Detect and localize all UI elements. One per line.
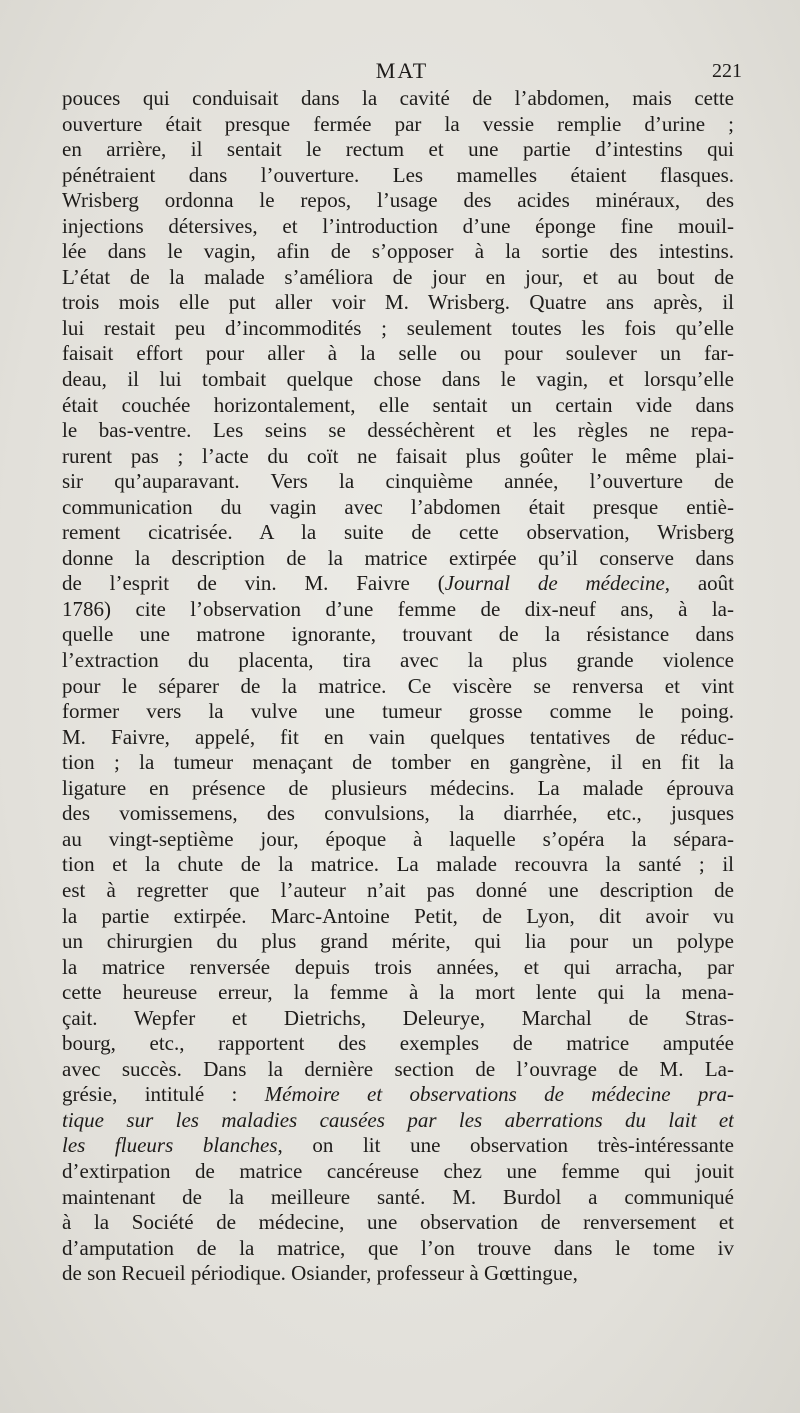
text-line: M. Faivre, appelé, fit en vain quelques tentatives de réduc-	[62, 724, 734, 749]
text-line: tion ; la tumeur menaçant de tomber en gangrène, il en fit la	[62, 750, 734, 775]
text-line: lui restait peu d’incommodités ; seulement toutes les fois qu’elle	[62, 315, 734, 340]
text-line: former vers la vulve une tumeur grosse comme le poing.	[62, 699, 734, 724]
text-line: communication du vagin avec l’abdomen était presque entiè-	[62, 494, 734, 519]
text-line: le bas-ventre. Les seins se desséchèrent et les règles ne repa-	[62, 418, 734, 443]
body-text	[62, 86, 734, 1287]
text-line: ligature en présence de plusieurs médecins. La malade éprouva	[62, 775, 734, 800]
text-line: trois mois elle put aller voir M. Wrisberg. Quatre ans après, il	[62, 290, 734, 315]
italic-title: tique sur les maladies causées par les aberrations du lait et	[62, 1107, 734, 1132]
text-line: lée dans le vagin, afin de s’opposer à la sortie des intestins.	[62, 239, 734, 264]
text-line: en arrière, il sentait le rectum et une partie d’intestins qui	[62, 137, 734, 162]
text-line: 1786) cite l’observation d’une femme de dix-neuf ans, à la-	[62, 596, 734, 621]
text-line: des vomissemens, des convulsions, la diarrhée, etc., jusques	[62, 801, 734, 826]
text-line: les flueurs blanches, on lit une observation très-intéressante	[62, 1133, 734, 1158]
text-line: maintenant de la meilleure santé. M. Burdol a communiqué	[62, 1184, 734, 1209]
text-line: ouverture était presque fermée par la vessie remplie d’urine ;	[62, 111, 734, 136]
text-line: grésie, intitulé : Mémoire et observations de médecine pra-	[62, 1082, 734, 1107]
text-line: de son Recueil périodique. Osiander, professeur à Gœttingue,	[62, 1261, 578, 1286]
text-line: rurent pas ; l’acte du coït ne faisait plus goûter le même plai-	[62, 443, 734, 468]
text-line: la matrice renversée depuis trois années, et qui arracha, par	[62, 954, 734, 979]
italic-title: Journal de médecine	[444, 571, 665, 596]
text-line: tion et la chute de la matrice. La malade recouvra la santé ; il	[62, 852, 734, 877]
text-line: bourg, etc., rapportent des exemples de matrice amputée	[62, 1031, 734, 1056]
text-line: Wrisberg ordonna le repos, l’usage des acides minéraux, des	[62, 188, 734, 213]
text-line: sir qu’auparavant. Vers la cinquième année, l’ouverture de	[62, 469, 734, 494]
text-line: l’extraction du placenta, tira avec la plus grande violence	[62, 648, 734, 673]
text-line: au vingt-septième jour, époque à laquelle s’opéra la sépara-	[62, 826, 734, 851]
text-line: rement cicatrisée. A la suite de cette observation, Wrisberg	[62, 520, 734, 545]
text-line: avec succès. Dans la dernière section de l’ouvrage de M. La-	[62, 1056, 734, 1081]
text-line: d’amputation de la matrice, que l’on trouve dans le tome iv	[62, 1235, 734, 1260]
running-head-title: MAT	[375, 58, 429, 83]
text-line: de l’esprit de vin. M. Faivre (Journal de médecine, août	[62, 571, 734, 596]
text-line: L’état de la malade s’améliora de jour en jour, et au bout de	[62, 264, 734, 289]
text-line: est à regretter que l’auteur n’ait pas donné une description de	[62, 877, 734, 902]
text-line: un chirurgien du plus grand mérite, qui lia pour un polype	[62, 929, 734, 954]
text-line: la partie extirpée. Marc-Antoine Petit, de Lyon, dit avoir vu	[62, 903, 734, 928]
text-line: çait. Wepfer et Dietrichs, Deleurye, Marchal de Stras-	[62, 1005, 734, 1030]
italic-title: les flueurs blanches	[62, 1133, 278, 1158]
text-line	[62, 1108, 734, 1134]
text-line: cette heureuse erreur, la femme à la mort lente qui la mena-	[62, 980, 734, 1005]
page-number: 221	[712, 60, 742, 82]
text-line: pouces qui conduisait dans la cavité de l’abdomen, mais cette	[62, 86, 734, 110]
text-line: à la Société de médecine, une observation de renversement et	[62, 1210, 734, 1235]
text-line: était couchée horizontalement, elle sentait un certain vide dans	[62, 392, 734, 417]
text-line: injections détersives, et l’introduction d’une éponge fine mouil-	[62, 213, 734, 238]
text-line: pour le séparer de la matrice. Ce viscère se renversa et vint	[62, 673, 734, 698]
text-line: pénétraient dans l’ouverture. Les mamelles étaient flasques.	[62, 162, 734, 187]
text-line: quelle une matrone ignorante, trouvant de la résistance dans	[62, 622, 734, 647]
text-line: d’extirpation de matrice cancéreuse chez une femme qui jouit	[62, 1158, 734, 1183]
text-line: deau, il lui tombait quelque chose dans le vagin, et lorsqu’elle	[62, 367, 734, 392]
italic-title: Mémoire et observations de médecine pra-	[264, 1082, 734, 1107]
text-line: donne la description de la matrice extirpée qu’il conserve dans	[62, 545, 734, 570]
text-line: faisait effort pour aller à la selle ou pour soulever un far-	[62, 341, 734, 366]
